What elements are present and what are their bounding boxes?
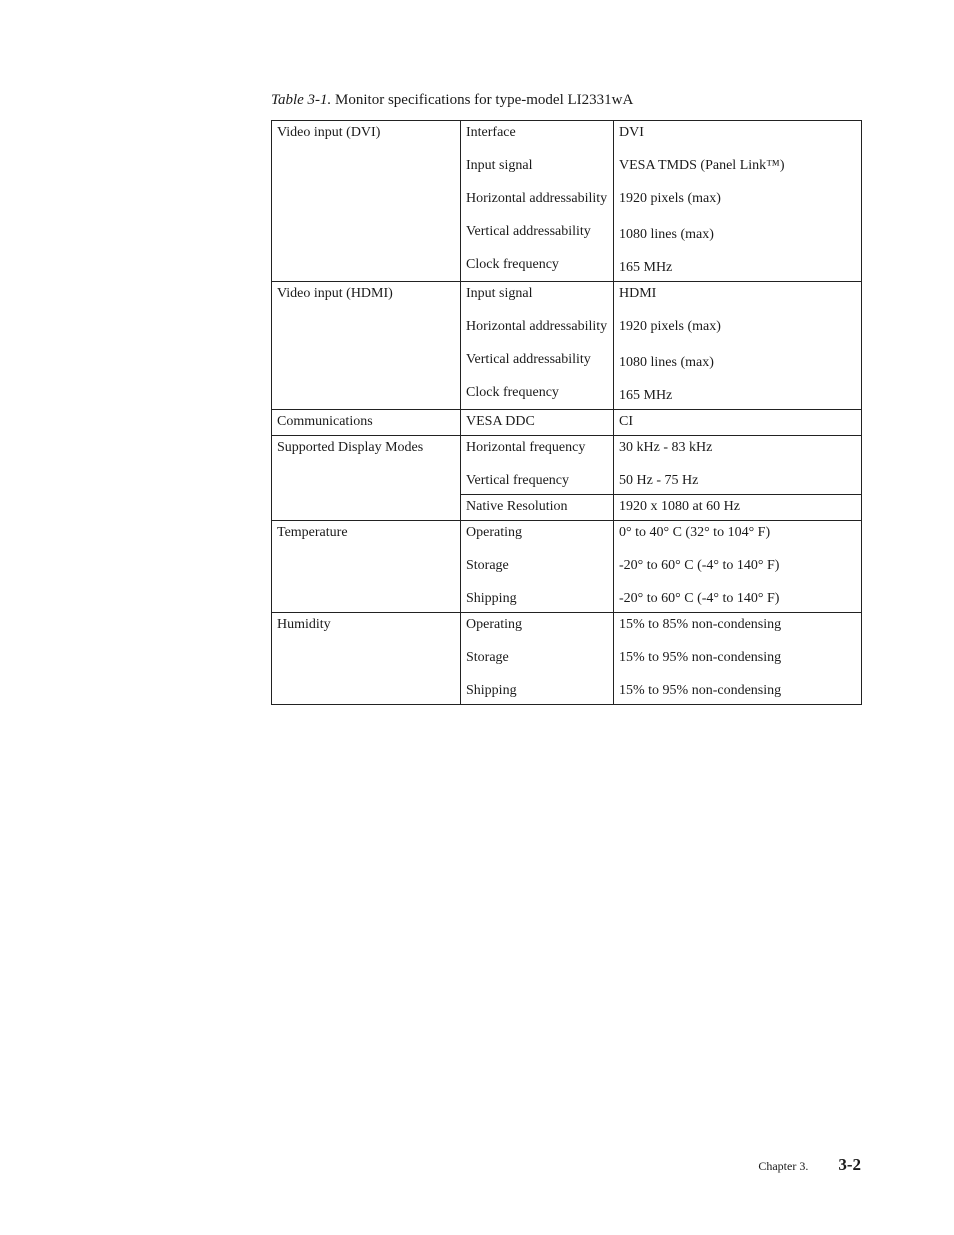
monitor-spec-table [271,120,862,705]
param-label: Horizontal addressability [466,319,608,334]
value-cell [614,495,862,521]
value-cell [614,410,862,436]
category-label: Temperature [277,525,348,540]
value-text: CI [619,414,633,429]
param-label: Vertical frequency [466,473,569,488]
value-text: 1080 lines (max) [619,227,714,242]
param-label: Shipping [466,591,517,606]
table-row-humidity [272,613,862,705]
param-label: Horizontal addressability [466,191,608,206]
param-label: Clock frequency [466,385,559,400]
parameter-cell [461,282,614,410]
value-text: 1920 pixels (max) [619,319,721,334]
param-label: Clock frequency [466,257,559,272]
value-text: 165 MHz [619,388,673,403]
param-label: Native Resolution [466,499,568,514]
category-label: Supported Display Modes [277,440,424,455]
table-row-communications [272,410,862,436]
param-label: Vertical addressability [466,352,591,367]
param-label: Horizontal frequency [466,440,586,455]
value-text: 50 Hz - 75 Hz [619,473,699,488]
value-text: VESA TMDS (Panel Link™) [619,158,785,173]
param-label: Operating [466,525,522,540]
value-text: 15% to 85% non-condensing [619,617,782,632]
param-label: Storage [466,558,509,573]
param-label: Operating [466,617,522,632]
category-cell [272,121,461,282]
category-label: Video input (DVI) [277,125,381,140]
category-cell [272,521,461,613]
table-row-display-modes [272,436,862,495]
param-label: Shipping [466,683,517,698]
param-label: Input signal [466,158,533,173]
table-row-temperature [272,521,862,613]
footer-chapter: Chapter 3. [758,1159,809,1173]
value-text: 0° to 40° C (32° to 104° F) [619,525,771,540]
table-caption-label: Table 3-1. [271,92,332,108]
table-row-hdmi [272,282,862,410]
value-text: 1920 pixels (max) [619,191,721,206]
category-cell [272,410,461,436]
value-cell [614,521,862,613]
value-text: DVI [619,125,644,140]
category-label: Humidity [277,617,331,632]
value-text: -20° to 60° C (-4° to 140° F) [619,591,780,606]
value-text: 30 kHz - 83 kHz [619,440,713,455]
parameter-cell [461,613,614,705]
value-text: 1920 x 1080 at 60 Hz [619,499,740,514]
category-cell [272,436,461,521]
value-cell [614,121,862,282]
value-text: 165 MHz [619,260,673,275]
table-row-dvi [272,121,862,282]
value-cell [614,613,862,705]
value-text: -20° to 60° C (-4° to 140° F) [619,558,780,573]
value-text: 15% to 95% non-condensing [619,683,782,698]
page-footer [758,1155,861,1175]
parameter-cell [461,436,614,495]
category-label: Video input (HDMI) [277,286,393,301]
value-text: 15% to 95% non-condensing [619,650,782,665]
value-text: HDMI [619,286,657,301]
param-label: Input signal [466,286,533,301]
value-text: 1080 lines (max) [619,355,714,370]
table-caption [271,90,633,110]
parameter-cell [461,521,614,613]
table-caption-text: Monitor specifications for type-model LI2331wA [335,92,634,108]
param-label: Storage [466,650,509,665]
param-label: Vertical addressability [466,224,591,239]
value-cell [614,436,862,495]
category-cell [272,613,461,705]
parameter-cell [461,121,614,282]
param-label: VESA DDC [466,414,535,429]
category-label: Communications [277,414,373,429]
page-number: 3-2 [838,1155,861,1174]
category-cell [272,282,461,410]
param-label: Interface [466,125,516,140]
parameter-cell [461,495,614,521]
parameter-cell [461,410,614,436]
value-cell [614,282,862,410]
